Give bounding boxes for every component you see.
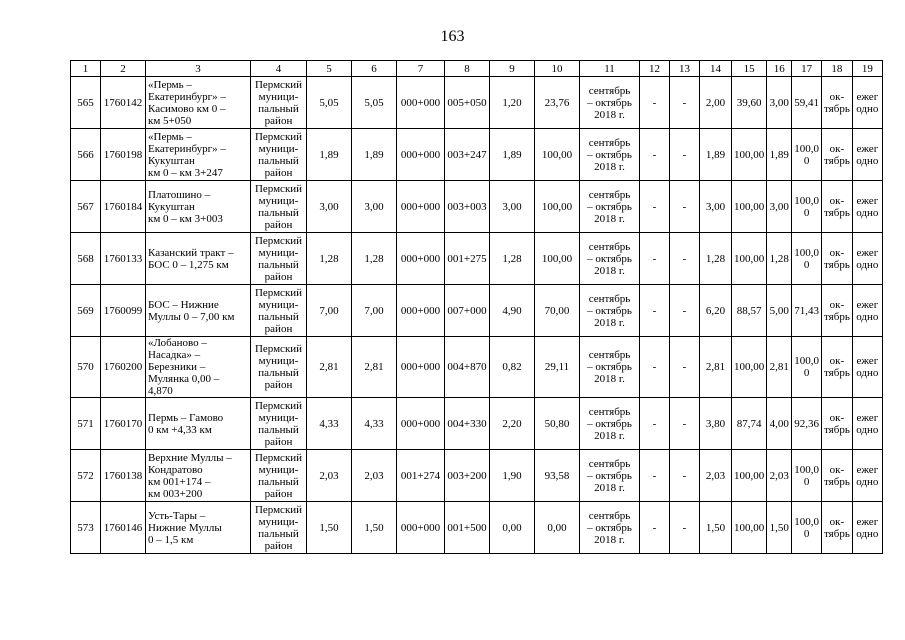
table-cell: - xyxy=(670,502,700,554)
table-cell: 100,0 0 xyxy=(792,181,822,233)
table-cell: Пермский муници- пальный район xyxy=(251,398,307,450)
table-cell: 565 xyxy=(71,77,101,129)
table-cell: Усть-Тары – Нижние Муллы 0 – 1,5 км xyxy=(146,502,251,554)
table-cell: - xyxy=(640,398,670,450)
table-cell: - xyxy=(640,450,670,502)
table-cell: Пермский муници- пальный район xyxy=(251,337,307,398)
table-cell: 3,80 xyxy=(700,398,732,450)
table-cell: 1,20 xyxy=(490,77,535,129)
table-cell: 566 xyxy=(71,129,101,181)
table-cell: 003+200 xyxy=(445,450,490,502)
table-cell: 003+003 xyxy=(445,181,490,233)
table-cell: 100,0 0 xyxy=(792,337,822,398)
table-cell: 2,20 xyxy=(490,398,535,450)
table-cell: ежег одно xyxy=(852,233,882,285)
table-cell: - xyxy=(670,398,700,450)
table-cell: 6,20 xyxy=(700,285,732,337)
table-cell: ок- тябрь xyxy=(822,398,853,450)
column-header-15: 15 xyxy=(732,61,767,77)
table-cell: 4,33 xyxy=(352,398,397,450)
table-row xyxy=(71,181,883,233)
table-cell: 2,81 xyxy=(700,337,732,398)
table-cell: - xyxy=(670,285,700,337)
table-cell: 7,00 xyxy=(352,285,397,337)
table-cell: ок- тябрь xyxy=(822,285,853,337)
table-cell: - xyxy=(670,77,700,129)
table-cell: 003+247 xyxy=(445,129,490,181)
table-cell: 39,60 xyxy=(732,77,767,129)
table-cell: 000+000 xyxy=(397,181,445,233)
table-cell: Верхние Муллы – Кондратово км 001+174 – км 003+200 xyxy=(146,450,251,502)
page-number: 163 xyxy=(440,28,465,45)
table-cell: 572 xyxy=(71,450,101,502)
table-cell: 1760138 xyxy=(101,450,146,502)
table-cell: ежег одно xyxy=(852,450,882,502)
table-cell: ок- тябрь xyxy=(822,450,853,502)
table-cell: 1760099 xyxy=(101,285,146,337)
table-cell: БОС – Нижние Муллы 0 – 7,00 км xyxy=(146,285,251,337)
table-cell: 000+000 xyxy=(397,233,445,285)
table-cell: 59,41 xyxy=(792,77,822,129)
table-cell: Платошино – Кукуштан км 0 – км 3+003 xyxy=(146,181,251,233)
table-cell: 1,89 xyxy=(767,129,792,181)
table-cell: 573 xyxy=(71,502,101,554)
table-cell: ежег одно xyxy=(852,398,882,450)
table-cell: 71,43 xyxy=(792,285,822,337)
table-cell: 2,03 xyxy=(352,450,397,502)
table-cell: сентябрь – октябрь 2018 г. xyxy=(580,337,640,398)
table-cell: 1,28 xyxy=(767,233,792,285)
table-cell: 000+000 xyxy=(397,77,445,129)
table-cell: 1,89 xyxy=(307,129,352,181)
table-cell: сентябрь – октябрь 2018 г. xyxy=(580,450,640,502)
table-cell: 570 xyxy=(71,337,101,398)
road-table xyxy=(70,60,883,554)
table-cell: 007+000 xyxy=(445,285,490,337)
table-row xyxy=(71,233,883,285)
table-cell: 3,00 xyxy=(767,181,792,233)
table-cell: 1,89 xyxy=(700,129,732,181)
table-cell: 7,00 xyxy=(307,285,352,337)
table-cell: 567 xyxy=(71,181,101,233)
table-cell: Пермский муници- пальный район xyxy=(251,502,307,554)
column-header-5: 5 xyxy=(307,61,352,77)
table-cell: 000+000 xyxy=(397,337,445,398)
column-header-1: 1 xyxy=(71,61,101,77)
table-cell: 100,0 0 xyxy=(792,129,822,181)
table-cell: ок- тябрь xyxy=(822,502,853,554)
table-cell: 100,0 0 xyxy=(792,233,822,285)
table-cell: 1,28 xyxy=(352,233,397,285)
column-header-4: 4 xyxy=(251,61,307,77)
table-cell: 1,50 xyxy=(352,502,397,554)
table-cell: Пермский муници- пальный район xyxy=(251,233,307,285)
table-cell: - xyxy=(670,337,700,398)
table-cell: Пермь – Гамово 0 км +4,33 км xyxy=(146,398,251,450)
table-cell: 2,81 xyxy=(307,337,352,398)
table-cell: 100,00 xyxy=(535,233,580,285)
table-cell: 004+870 xyxy=(445,337,490,398)
table-cell: 1760198 xyxy=(101,129,146,181)
table-cell: 4,00 xyxy=(767,398,792,450)
table-cell: 1760142 xyxy=(101,77,146,129)
table-cell: ежег одно xyxy=(852,502,882,554)
column-header-9: 9 xyxy=(490,61,535,77)
table-cell: 0,82 xyxy=(490,337,535,398)
table-cell: 4,90 xyxy=(490,285,535,337)
table-cell: 100,00 xyxy=(732,233,767,285)
table-cell: 100,00 xyxy=(732,502,767,554)
table-cell: ок- тябрь xyxy=(822,337,853,398)
table-cell: 5,05 xyxy=(352,77,397,129)
table-cell: - xyxy=(640,129,670,181)
table-cell: 3,00 xyxy=(490,181,535,233)
column-header-13: 13 xyxy=(670,61,700,77)
table-header-row xyxy=(71,61,883,77)
table-cell: 70,00 xyxy=(535,285,580,337)
column-header-3: 3 xyxy=(146,61,251,77)
table-cell: 0,00 xyxy=(535,502,580,554)
table-cell: 0,00 xyxy=(490,502,535,554)
table-cell: 1760170 xyxy=(101,398,146,450)
table-cell: 000+000 xyxy=(397,398,445,450)
table-cell: 000+000 xyxy=(397,129,445,181)
table-row xyxy=(71,502,883,554)
table-cell: 2,81 xyxy=(767,337,792,398)
table-cell: 2,03 xyxy=(307,450,352,502)
table-cell: 88,57 xyxy=(732,285,767,337)
table-cell: 5,00 xyxy=(767,285,792,337)
table-cell: «Лобаново – Насадка» – Березники – Мулянка 0,00 – 4,870 xyxy=(146,337,251,398)
table-cell: сентябрь – октябрь 2018 г. xyxy=(580,233,640,285)
table-cell: 5,05 xyxy=(307,77,352,129)
table-cell: сентябрь – октябрь 2018 г. xyxy=(580,181,640,233)
table-cell: 1760200 xyxy=(101,337,146,398)
table-cell: - xyxy=(640,233,670,285)
table-cell: ок- тябрь xyxy=(822,181,853,233)
table-cell: «Пермь – Екатеринбург» – Кукуштан км 0 – км 3+247 xyxy=(146,129,251,181)
table-cell: 1,28 xyxy=(490,233,535,285)
column-header-7: 7 xyxy=(397,61,445,77)
table-cell: 93,58 xyxy=(535,450,580,502)
table-cell: 100,0 0 xyxy=(792,502,822,554)
table-cell: ок- тябрь xyxy=(822,77,853,129)
table-cell: 571 xyxy=(71,398,101,450)
table-cell: 2,81 xyxy=(352,337,397,398)
table-cell: 100,00 xyxy=(732,181,767,233)
table-cell: 1,50 xyxy=(700,502,732,554)
table-cell: 100,0 0 xyxy=(792,450,822,502)
column-header-18: 18 xyxy=(822,61,853,77)
table-cell: 000+000 xyxy=(397,502,445,554)
table-row xyxy=(71,450,883,502)
table-cell: - xyxy=(670,129,700,181)
table-cell: ок- тябрь xyxy=(822,233,853,285)
table-cell: ежег одно xyxy=(852,285,882,337)
table-cell: - xyxy=(640,337,670,398)
table-cell: 1,90 xyxy=(490,450,535,502)
table-cell: - xyxy=(640,285,670,337)
table-cell: 1,50 xyxy=(767,502,792,554)
table-cell: 005+050 xyxy=(445,77,490,129)
table-cell: 001+275 xyxy=(445,233,490,285)
column-header-14: 14 xyxy=(700,61,732,77)
table-row xyxy=(71,129,883,181)
table-cell: 1,50 xyxy=(307,502,352,554)
table-cell: 569 xyxy=(71,285,101,337)
table-cell: 3,00 xyxy=(700,181,732,233)
table-row xyxy=(71,77,883,129)
table-cell: 000+000 xyxy=(397,285,445,337)
table-cell: Пермский муници- пальный район xyxy=(251,77,307,129)
table-cell: 1760133 xyxy=(101,233,146,285)
table-cell: ок- тябрь xyxy=(822,129,853,181)
column-header-6: 6 xyxy=(352,61,397,77)
table-cell: ежег одно xyxy=(852,77,882,129)
table-cell: 100,00 xyxy=(535,129,580,181)
table-cell: - xyxy=(640,77,670,129)
table-cell: - xyxy=(640,502,670,554)
table-cell: 2,03 xyxy=(767,450,792,502)
table-cell: 001+500 xyxy=(445,502,490,554)
table-cell: 50,80 xyxy=(535,398,580,450)
table-cell: сентябрь – октябрь 2018 г. xyxy=(580,285,640,337)
table-cell: 100,00 xyxy=(535,181,580,233)
table-cell: 92,36 xyxy=(792,398,822,450)
table-cell: Казанский тракт – БОС 0 – 1,275 км xyxy=(146,233,251,285)
column-header-8: 8 xyxy=(445,61,490,77)
table-cell: ежег одно xyxy=(852,129,882,181)
table-cell: 1760184 xyxy=(101,181,146,233)
table-cell: 1,89 xyxy=(490,129,535,181)
table-cell: сентябрь – октябрь 2018 г. xyxy=(580,398,640,450)
table-cell: 1,28 xyxy=(307,233,352,285)
table-cell: - xyxy=(670,450,700,502)
table-cell: 1760146 xyxy=(101,502,146,554)
table-cell: 2,03 xyxy=(700,450,732,502)
table-cell: - xyxy=(640,181,670,233)
table-cell: 1,89 xyxy=(352,129,397,181)
table-cell: 4,33 xyxy=(307,398,352,450)
table-cell: 1,28 xyxy=(700,233,732,285)
table-cell: Пермский муници- пальный район xyxy=(251,450,307,502)
table-cell: 100,00 xyxy=(732,450,767,502)
table-cell: Пермский муници- пальный район xyxy=(251,285,307,337)
table-cell: ежег одно xyxy=(852,337,882,398)
table-cell: 2,00 xyxy=(700,77,732,129)
table-cell: Пермский муници- пальный район xyxy=(251,129,307,181)
table-cell: ежег одно xyxy=(852,181,882,233)
table-cell: 001+274 xyxy=(397,450,445,502)
table-cell: - xyxy=(670,233,700,285)
table-cell: 3,00 xyxy=(352,181,397,233)
table-cell: 004+330 xyxy=(445,398,490,450)
table-cell: 3,00 xyxy=(307,181,352,233)
table-row xyxy=(71,285,883,337)
table-cell: 100,00 xyxy=(732,129,767,181)
table-row xyxy=(71,398,883,450)
column-header-2: 2 xyxy=(101,61,146,77)
column-header-19: 19 xyxy=(852,61,882,77)
table-cell: 87,74 xyxy=(732,398,767,450)
table-cell: сентябрь – октябрь 2018 г. xyxy=(580,502,640,554)
column-header-12: 12 xyxy=(640,61,670,77)
table-cell: сентябрь – октябрь 2018 г. xyxy=(580,77,640,129)
column-header-10: 10 xyxy=(535,61,580,77)
table-cell: 23,76 xyxy=(535,77,580,129)
table-cell: Пермский муници- пальный район xyxy=(251,181,307,233)
table-cell: 568 xyxy=(71,233,101,285)
table-cell: 29,11 xyxy=(535,337,580,398)
table-cell: «Пермь – Екатеринбург» – Касимово км 0 – км 5+050 xyxy=(146,77,251,129)
column-header-16: 16 xyxy=(767,61,792,77)
column-header-11: 11 xyxy=(580,61,640,77)
column-header-17: 17 xyxy=(792,61,822,77)
table-cell: сентябрь – октябрь 2018 г. xyxy=(580,129,640,181)
table-cell: - xyxy=(670,181,700,233)
table-row xyxy=(71,337,883,398)
table-cell: 3,00 xyxy=(767,77,792,129)
table-cell: 100,00 xyxy=(732,337,767,398)
